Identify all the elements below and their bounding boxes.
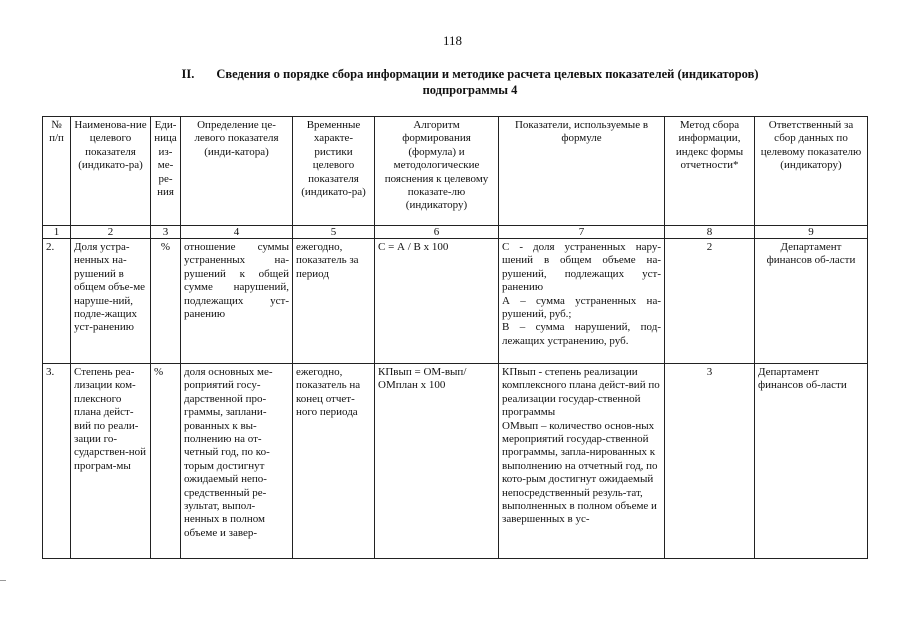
header-row [43,117,868,226]
column-number: 1 [43,226,71,239]
formula-parameter: А – сумма устраненных на-рушений, руб.; [502,294,661,321]
responsible-party: Департамент финансов об-ласти [755,239,868,364]
section-number: II. [181,67,195,81]
column-number-row [43,226,868,239]
formula: КПвып = ОМ-вып/ОМплан х 100 [375,364,499,559]
column-number: 7 [499,226,665,239]
collection-method: 3 [665,364,755,559]
header-cell: Еди-ница из-ме-ре-ния [151,117,181,226]
section-title-line2: подпрограммы 4 [422,83,518,97]
header-cell: № п/п [43,117,71,226]
section-title-line1 [120,66,820,82]
column-number: 9 [755,226,868,239]
formula-parameters [499,364,665,559]
column-number: 3 [151,226,181,239]
formula-parameter: С - доля устраненных нару-шений в общем объеме на-рушений, подлежащих уст-ранению [502,241,661,294]
row-number: 2. [43,239,71,364]
indicator-name: Степень реа-лизации ком-плексного плана дейст-вий по реали-зации го-сударствен-ной програм-мы [71,364,151,559]
formula-parameters [499,239,665,364]
column-number: 6 [375,226,499,239]
time-characteristics: ежегодно, показатель за период [293,239,375,364]
indicators-table [42,116,868,559]
column-number: 8 [665,226,755,239]
column-number: 2 [71,226,151,239]
responsible-party: Департамент финансов об-ласти [755,364,868,559]
collection-method: 2 [665,239,755,364]
header-cell: Определение це-левого показателя (инди-катора) [181,117,293,226]
page-number: 118 [442,33,463,48]
header-cell: Ответственный за сбор данных по целевому показателю (индикатору) [755,117,868,226]
section-title-text: Сведения о порядке сбора информации и методике расчета целевых показателей (индикаторов) [216,67,759,81]
header-cell: Алгоритм формирования (формула) и методологические пояснения к целевому показате-лю (индикатору) [375,117,499,226]
table-row [43,364,868,559]
row-number: 3. [43,364,71,559]
header-cell: Временные характе-ристики целевого показателя (индикато-ра) [293,117,375,226]
formula-parameter: КПвып - степень реализации комплексного плана дейст-вий по реализации государ-ственной программы [502,366,660,419]
indicator-definition: доля основных ме-роприятий госу-дарственной про-граммы, заплани-рованных к вы-полнению на от-четный год, по ко-торым достигнут ожидаемый непо-средственный ре-зультат, выпол-ненных в полном объеме и завер- [181,364,293,559]
header-cell: Показатели, используемые в формуле [499,117,665,226]
indicator-name: Доля устра-ненных на-рушений в общем объе-ме наруше-ний, подле-жащих уст-ранению [71,239,151,364]
table-row [43,239,868,364]
formula-parameter: В – сумма нарушений, под-лежащих устранению, руб. [502,321,661,347]
section-heading [120,66,820,98]
unit: % [151,239,181,364]
header-cell: Наименова-ние целевого показателя (индикато-ра) [71,117,151,226]
margin-mark [0,580,6,581]
time-characteristics: ежегодно, показатель на конец отчет-ного периода [293,364,375,559]
formula-parameter: ОМвып – количество основ-ных мероприятий государ-ственной программы, запла-нированных к выполнению на отчетный год, по кото-рым достигнут ожидаемый непосредственный резуль-тат, выполненных в полном объеме и завершенных в ус- [502,419,658,526]
header-cell: Метод сбора информации, индекс формы отчетности* [665,117,755,226]
indicator-definition: отношение суммы устраненных на-рушений к общей сумме нарушений, подлежащих уст-ранению [181,239,293,364]
column-number: 4 [181,226,293,239]
formula: С = А / В х 100 [375,239,499,364]
column-number: 5 [293,226,375,239]
unit: % [151,364,181,559]
